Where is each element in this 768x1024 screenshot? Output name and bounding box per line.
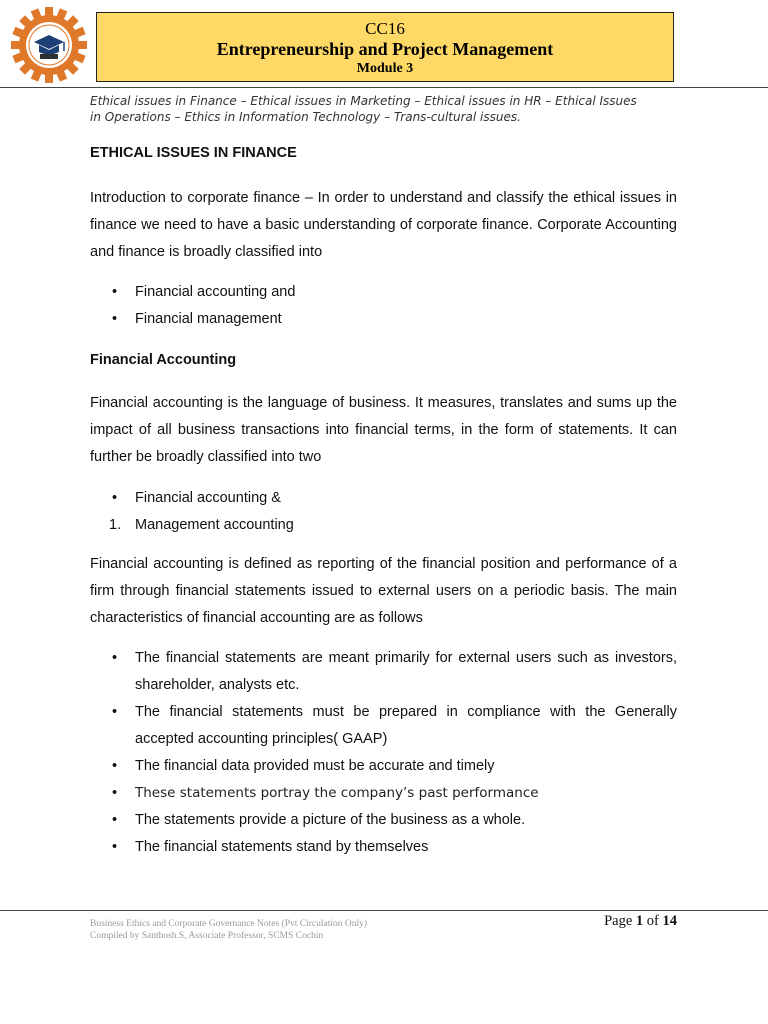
page-content bbox=[90, 143, 677, 861]
footer-divider bbox=[0, 910, 768, 911]
bullet-icon: • bbox=[112, 839, 118, 855]
characteristics-list bbox=[90, 645, 677, 861]
list-item: • The statements provide a picture of the business as a whole. bbox=[90, 807, 677, 834]
bullet-icon: • bbox=[112, 785, 118, 801]
list-item: • The financial statements must be prepared in compliance with the Generally accepted accounting principles( GAAP) bbox=[90, 699, 677, 753]
list-marker: • bbox=[112, 490, 118, 506]
gear-emblem-icon bbox=[10, 6, 88, 84]
list-item: • The financial statements stand by themselves bbox=[90, 834, 677, 861]
bullet-icon: • bbox=[112, 704, 118, 720]
module-label: Module 3 bbox=[356, 61, 414, 76]
module-topics bbox=[90, 93, 650, 125]
bullet-icon: • bbox=[112, 812, 118, 828]
list-marker: 1. bbox=[109, 517, 122, 533]
course-title-box bbox=[96, 12, 674, 82]
intro-paragraph: Introduction to corporate finance – In order to understand and classify the ethical issues in finance we need to have a basic understanding of corporate finance. Corporate Accounting and finance is broadly classified into bbox=[90, 190, 677, 260]
section-heading: ETHICAL ISSUES IN FINANCE bbox=[90, 145, 297, 161]
header-divider bbox=[0, 87, 768, 88]
list-item: • These statements portray the company’s past performance bbox=[90, 780, 677, 807]
footer-notes-line: Business Ethics and Corporate Governance Notes (Pvt Circulation Only) bbox=[90, 919, 368, 929]
list-item: • Financial accounting & bbox=[90, 485, 677, 512]
list-item: • The financial data provided must be accurate and timely bbox=[90, 753, 677, 780]
list-item: • The financial statements are meant primarily for external users such as investors, shareholder, analysts etc. bbox=[90, 645, 677, 699]
bullet-icon: • bbox=[112, 650, 118, 666]
bullet-icon: • bbox=[112, 284, 118, 300]
topics-line: Ethical issues in Finance – Ethical issues in Marketing – Ethical issues in HR – Ethical Issues bbox=[90, 94, 637, 108]
institution-logo bbox=[10, 6, 88, 84]
accounting-types-list bbox=[90, 485, 677, 539]
list-item: • Financial accounting and bbox=[90, 279, 677, 306]
list-item: 1. Management accounting bbox=[90, 512, 677, 539]
course-code: CC16 bbox=[365, 19, 405, 38]
paragraph: Financial accounting is defined as reporting of the financial position and performance of a firm through financial statements issued to external users on a periodic basis. The main characteristics of financial accounting are as follows bbox=[90, 556, 677, 626]
footer-credits bbox=[90, 918, 367, 942]
paragraph: Financial accounting is the language of business. It measures, translates and sums up the impact of all business transactions into financial terms, in the form of statements. It can further be broadly classified into two bbox=[90, 395, 677, 465]
bullet-icon: • bbox=[112, 311, 118, 327]
bullet-icon: • bbox=[112, 758, 118, 774]
course-title: Entrepreneurship and Project Management bbox=[216, 39, 554, 59]
finance-classification-list bbox=[90, 279, 677, 333]
list-item: • Financial management bbox=[90, 306, 677, 333]
page-number: Page 1 of 14 bbox=[604, 913, 677, 929]
topics-line: in Operations – Ethics in Information Technology – Trans-cultural issues. bbox=[90, 110, 521, 124]
subheading: Financial Accounting bbox=[90, 352, 237, 368]
footer-author-line: Compiled by Santhosh.S, Associate Professor, SCMS Cochin bbox=[90, 931, 324, 941]
